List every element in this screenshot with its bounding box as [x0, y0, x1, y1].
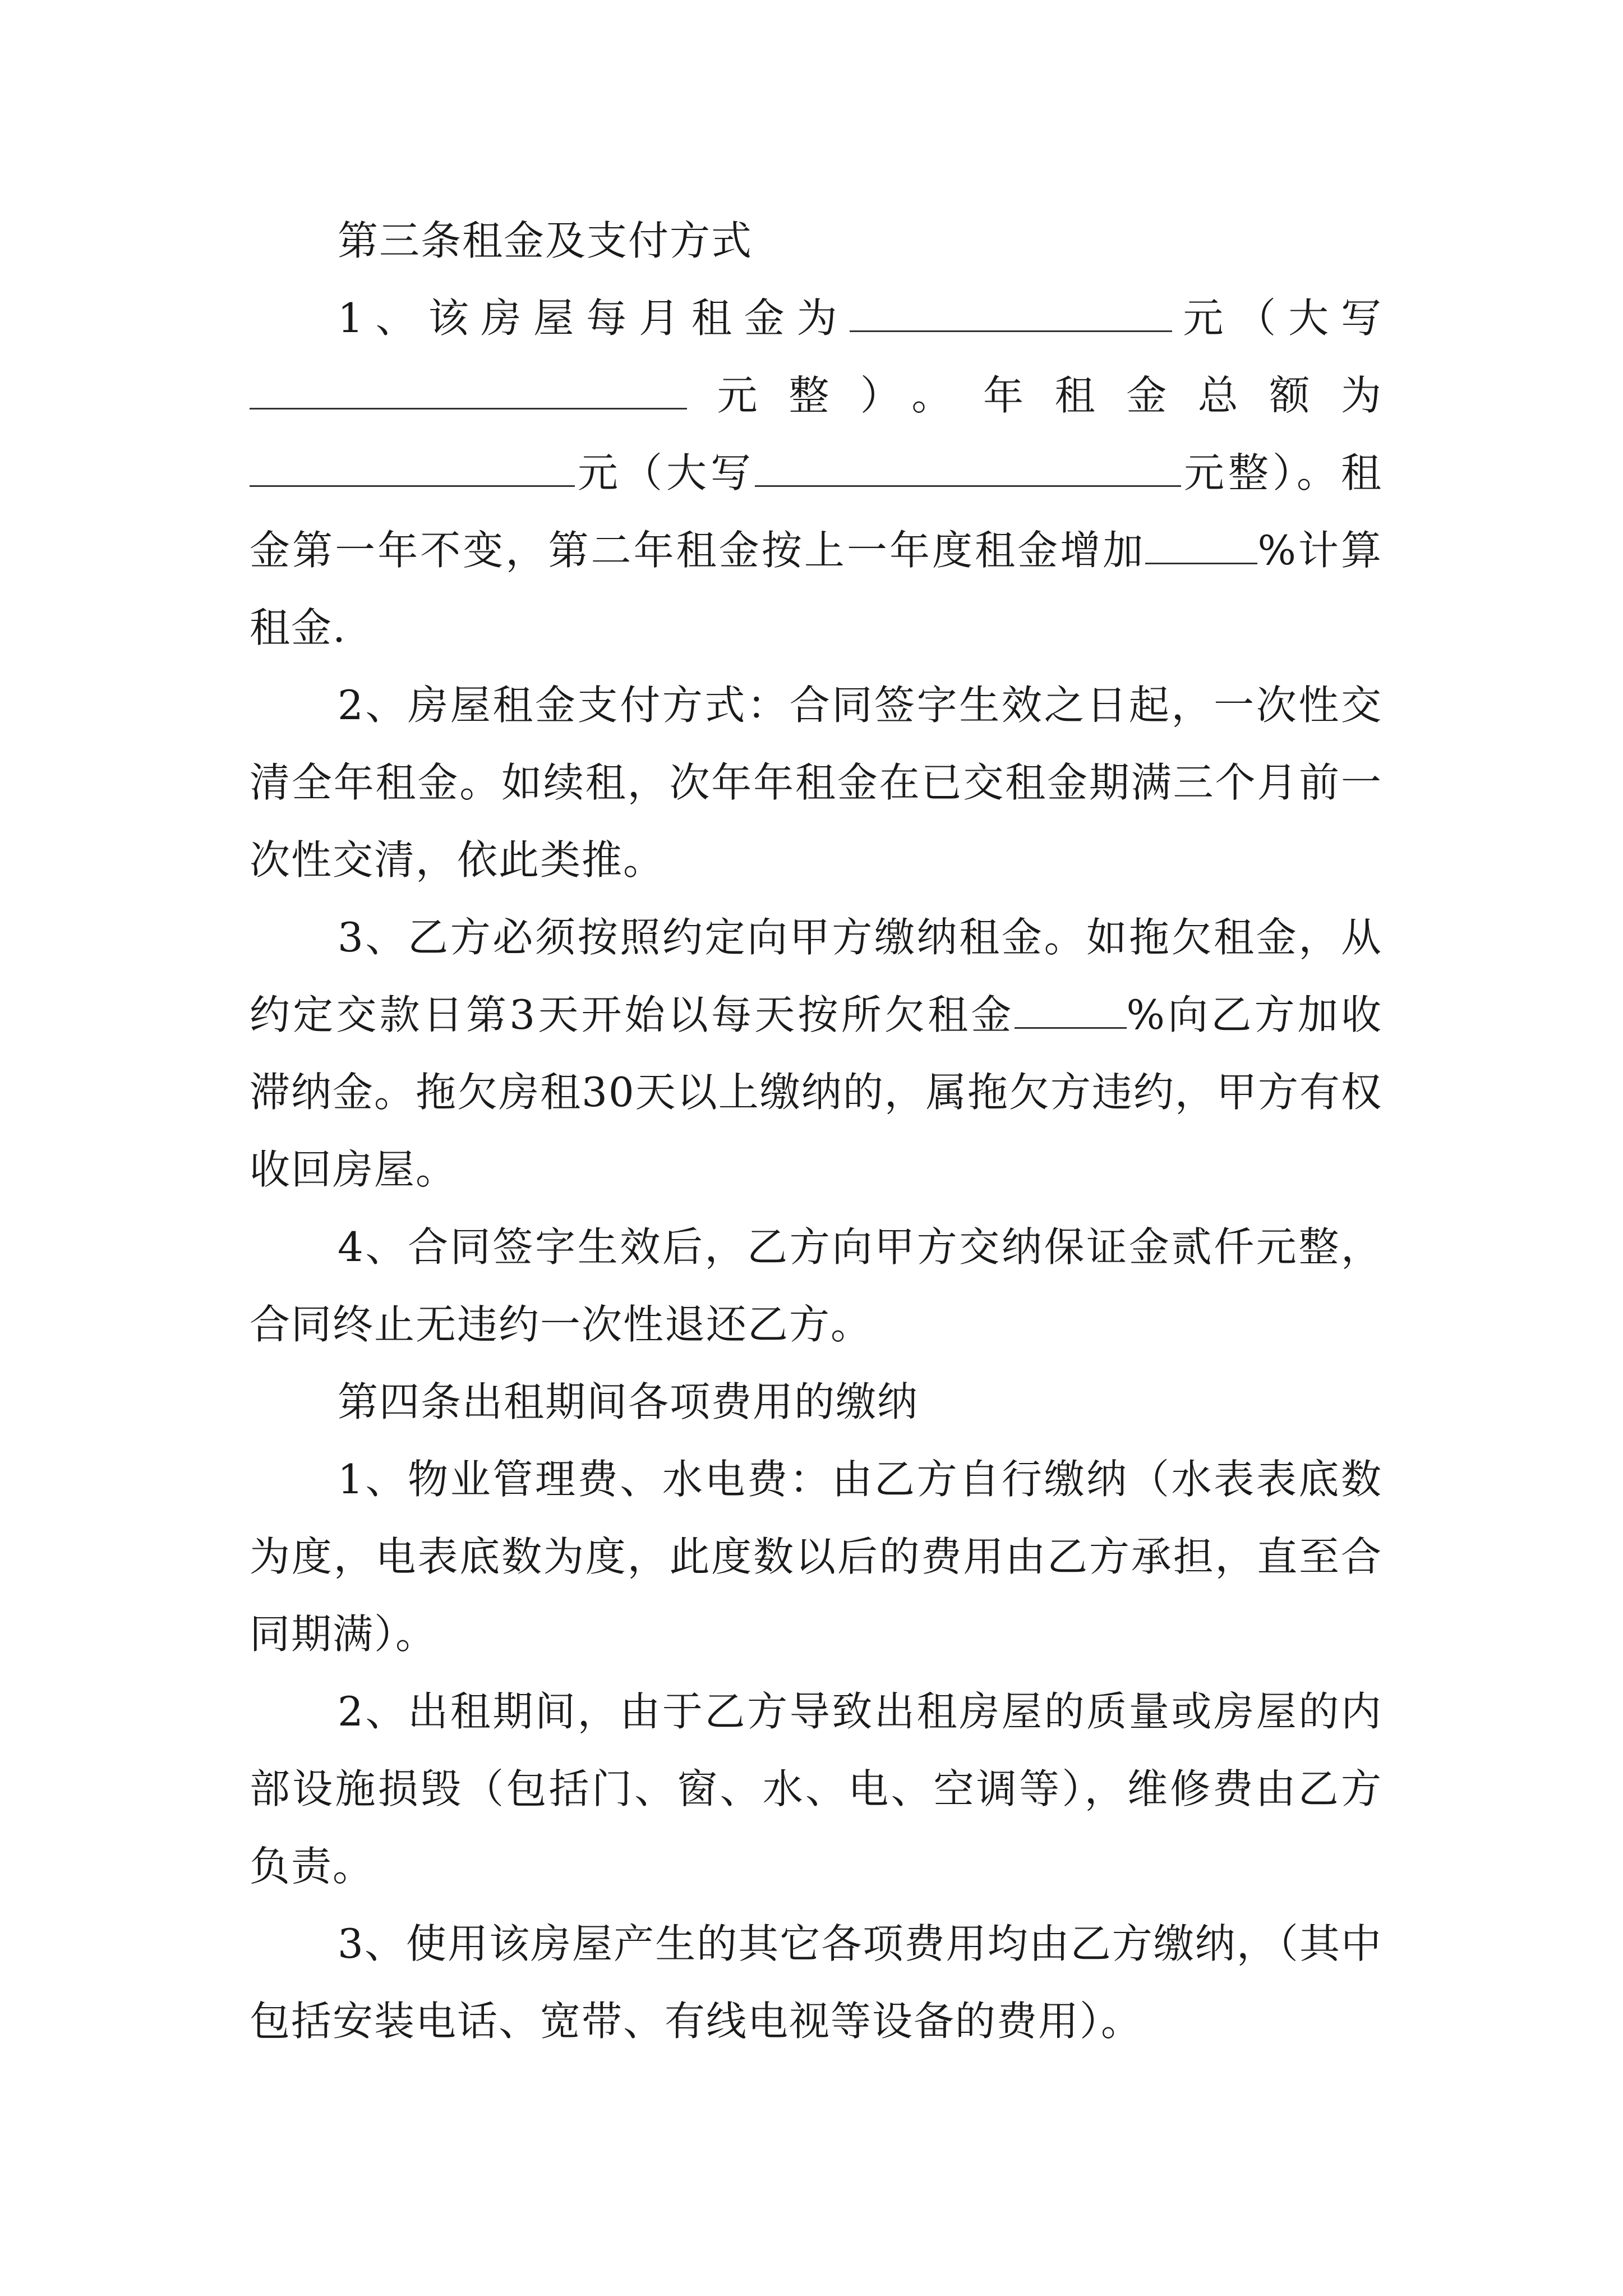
article-4-heading: 第四条出租期间各项费用的缴纳	[338, 1378, 919, 1425]
article-3-item-1-text-e: 元整）。租金第一年不变，第二年租金按上一年度租金增加	[250, 449, 1382, 574]
late-fee-percent-blank	[1015, 992, 1127, 1029]
article-3-item-3	[250, 899, 1382, 1208]
article-3-item-2: 2、房屋租金支付方式：合同签字生效之日起，一次性交清全年租金。如续租，次年年租金在已交租金期满三个月前一次性交清，依此类推。	[250, 682, 1382, 884]
article-4-item-2: 2、出租期间，由于乙方导致出租房屋的质量或房屋的内部设施损毁（包括门、窗、水、电、空调等），维修费由乙方负责。	[250, 1688, 1382, 1890]
article-3-item-1-text-b: 元（大写	[1172, 295, 1382, 342]
article-3-item-3-text-a: 3、乙方必须按照约定向甲方缴纳租金。如拖欠租金，从约定交款日第3天开始以每天按所欠租金	[250, 914, 1382, 1038]
article-3-item-4: 4、合同签字生效后，乙方向甲方交纳保证金贰仟元整，合同终止无违约一次性退还乙方。	[250, 1223, 1382, 1348]
article-3-item-1-text-a: 1、该房屋每月租金为	[338, 295, 850, 342]
article-4-item-3: 3、使用该房屋产生的其它各项费用均由乙方缴纳，（其中包括安装电话、宽带、有线电视等设备的费用）。	[250, 1920, 1382, 2045]
monthly-rent-uppercase-blank	[250, 373, 687, 409]
rent-increase-percent-blank	[1145, 528, 1257, 564]
document-body	[250, 202, 1382, 2060]
article-3-item-1-text-d: 元（大写	[575, 449, 755, 496]
annual-rent-blank	[250, 450, 575, 487]
article-3-heading: 第三条租金及支付方式	[338, 217, 753, 264]
article-3-item-3-text-b: %向乙方加收滞纳金。拖欠房租30天以上缴纳的，属拖欠方违约，甲方有权收回房屋。	[250, 991, 1382, 1193]
monthly-rent-blank	[850, 296, 1172, 332]
article-4-item-1: 1、物业管理费、水电费：由乙方自行缴纳（水表表底数为度，电表底数为度，此度数以后的费用由乙方承担，直至合同期满）。	[250, 1456, 1382, 1658]
article-3-item-1-text-f: %计算租金.	[250, 527, 1382, 651]
article-3-item-1-text-c: 元整）。年租金总额为	[687, 372, 1382, 419]
annual-rent-uppercase-blank	[755, 450, 1181, 487]
article-3-item-1	[250, 279, 1382, 666]
